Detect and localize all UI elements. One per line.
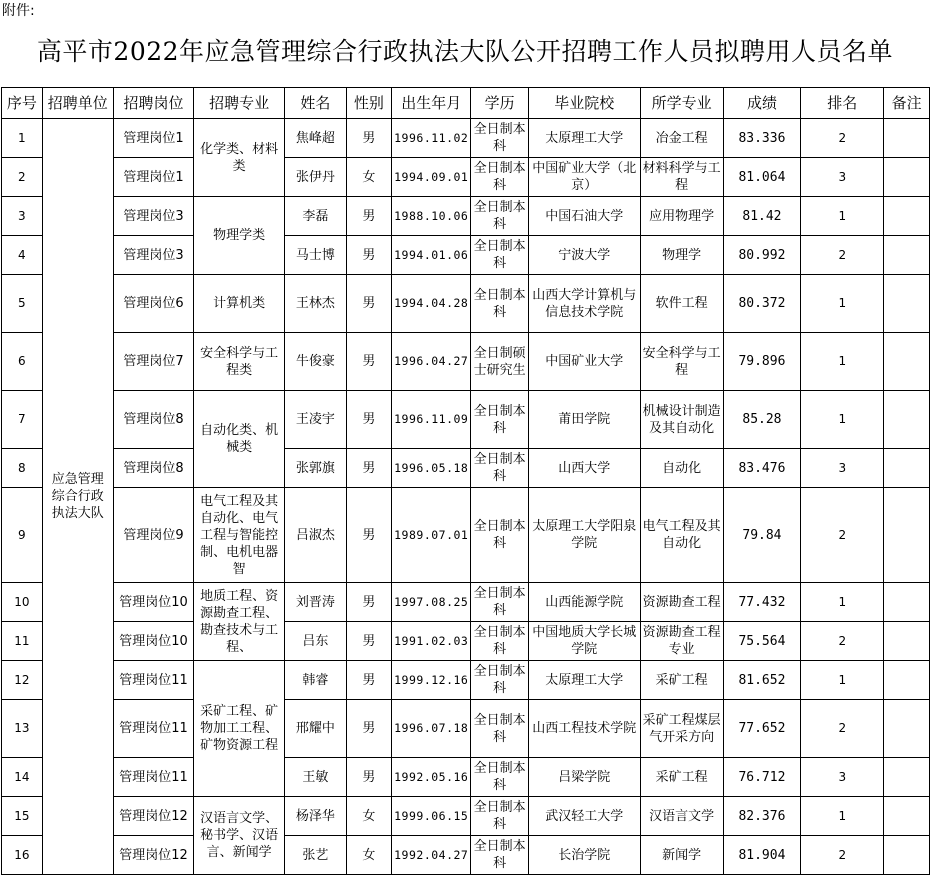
school-cell: 中国矿业大学（北京） (528, 158, 640, 197)
remark-cell (884, 158, 930, 197)
birth-date-cell: 1999.12.16 (392, 661, 471, 700)
school-cell: 中国地质大学长城学院 (528, 622, 640, 661)
score-cell: 81.904 (723, 836, 801, 875)
major-cell: 采矿工程 (640, 661, 723, 700)
rank-cell: 1 (801, 661, 884, 700)
major-cell: 新闻学 (640, 836, 723, 875)
header-cell: 序号 (2, 88, 43, 119)
score-cell: 77.652 (723, 700, 801, 758)
score-cell: 79.896 (723, 333, 801, 391)
name-cell: 李磊 (285, 197, 346, 236)
birth-date-cell: 1992.04.27 (392, 836, 471, 875)
post-cell: 管理岗位12 (113, 797, 193, 836)
birth-date-cell: 1996.04.27 (392, 333, 471, 391)
rank-cell: 3 (801, 449, 884, 488)
rank-cell: 2 (801, 119, 884, 158)
remark-cell (884, 333, 930, 391)
education-cell: 全日制本科 (471, 836, 528, 875)
table-row (2, 391, 930, 449)
birth-date-cell: 1997.08.25 (392, 583, 471, 622)
table-row (2, 622, 930, 661)
name-cell: 张艺 (285, 836, 346, 875)
gender-cell: 男 (346, 449, 392, 488)
gender-cell: 男 (346, 119, 392, 158)
remark-cell (884, 197, 930, 236)
post-cell: 管理岗位3 (113, 236, 193, 275)
birth-date-cell: 1994.01.06 (392, 236, 471, 275)
post-cell: 管理岗位12 (113, 836, 193, 875)
score-cell: 80.372 (723, 275, 801, 333)
rank-cell: 1 (801, 275, 884, 333)
score-cell: 81.42 (723, 197, 801, 236)
hiring-unit: 应急管理综合行政执法大队 (42, 119, 113, 875)
post-cell: 管理岗位11 (113, 758, 193, 797)
remark-cell (884, 797, 930, 836)
rank-cell: 1 (801, 391, 884, 449)
education-cell: 全日制硕士研究生 (471, 333, 528, 391)
major-cell: 资源勘查工程专业 (640, 622, 723, 661)
rank-cell: 3 (801, 758, 884, 797)
remark-cell (884, 275, 930, 333)
education-cell: 全日制本科 (471, 449, 528, 488)
score-cell: 79.84 (723, 488, 801, 583)
score-cell: 77.432 (723, 583, 801, 622)
row-number: 1 (2, 119, 43, 158)
score-cell: 81.064 (723, 158, 801, 197)
header-cell: 排名 (801, 88, 884, 119)
remark-cell (884, 488, 930, 583)
score-cell: 83.476 (723, 449, 801, 488)
education-cell: 全日制本科 (471, 275, 528, 333)
remark-cell (884, 661, 930, 700)
major-cell: 汉语言文学 (640, 797, 723, 836)
name-cell: 韩睿 (285, 661, 346, 700)
gender-cell: 女 (346, 836, 392, 875)
table-row (2, 661, 930, 700)
post-cell: 管理岗位11 (113, 661, 193, 700)
school-cell: 中国石油大学 (528, 197, 640, 236)
major-cell: 机械设计制造及其自动化 (640, 391, 723, 449)
major-category-cell: 安全科学与工程类 (194, 333, 285, 391)
remark-cell (884, 700, 930, 758)
rank-cell: 2 (801, 488, 884, 583)
post-cell: 管理岗位8 (113, 391, 193, 449)
major-cell: 材料科学与工程 (640, 158, 723, 197)
birth-date-cell: 1996.05.18 (392, 449, 471, 488)
school-cell: 吕梁学院 (528, 758, 640, 797)
gender-cell: 男 (346, 583, 392, 622)
remark-cell (884, 622, 930, 661)
table-row (2, 758, 930, 797)
education-cell: 全日制本科 (471, 758, 528, 797)
birth-date-cell: 1994.04.28 (392, 275, 471, 333)
row-number: 4 (2, 236, 43, 275)
gender-cell: 男 (346, 661, 392, 700)
major-category-cell: 采矿工程、矿物加工工程、矿物资源工程 (194, 661, 285, 797)
score-cell: 83.336 (723, 119, 801, 158)
post-cell: 管理岗位6 (113, 275, 193, 333)
major-cell: 安全科学与工程 (640, 333, 723, 391)
remark-cell (884, 236, 930, 275)
major-category-cell: 化学类、材料类 (194, 119, 285, 197)
education-cell: 全日制本科 (471, 158, 528, 197)
birth-date-cell: 1994.09.01 (392, 158, 471, 197)
row-number: 10 (2, 583, 43, 622)
table-row (2, 275, 930, 333)
row-number: 11 (2, 622, 43, 661)
name-cell: 焦峰超 (285, 119, 346, 158)
education-cell: 全日制本科 (471, 236, 528, 275)
post-cell: 管理岗位11 (113, 700, 193, 758)
major-cell: 自动化 (640, 449, 723, 488)
post-cell: 管理岗位10 (113, 583, 193, 622)
name-cell: 杨泽华 (285, 797, 346, 836)
school-cell: 山西工程技术学院 (528, 700, 640, 758)
name-cell: 邢耀中 (285, 700, 346, 758)
table-row (2, 236, 930, 275)
header-cell: 招聘岗位 (113, 88, 193, 119)
table-row (2, 488, 930, 583)
rank-cell: 2 (801, 622, 884, 661)
birth-date-cell: 1992.05.16 (392, 758, 471, 797)
major-cell: 应用物理学 (640, 197, 723, 236)
major-category-cell: 地质工程、资源勘查工程、勘查技术与工程、 (194, 583, 285, 661)
row-number: 5 (2, 275, 43, 333)
remark-cell (884, 119, 930, 158)
gender-cell: 男 (346, 333, 392, 391)
table-row (2, 797, 930, 836)
header-cell: 招聘单位 (42, 88, 113, 119)
rank-cell: 2 (801, 236, 884, 275)
header-cell: 成绩 (723, 88, 801, 119)
major-category-cell: 自动化类、机械类 (194, 391, 285, 488)
gender-cell: 男 (346, 622, 392, 661)
major-cell: 软件工程 (640, 275, 723, 333)
post-cell: 管理岗位1 (113, 119, 193, 158)
rank-cell: 1 (801, 333, 884, 391)
rank-cell: 1 (801, 583, 884, 622)
page-title: 高平市2022年应急管理综合行政执法大队公开招聘工作人员拟聘用人员名单 (36, 37, 894, 66)
name-cell: 马士博 (285, 236, 346, 275)
school-cell: 武汉轻工大学 (528, 797, 640, 836)
score-cell: 82.376 (723, 797, 801, 836)
major-category-cell: 计算机类 (194, 275, 285, 333)
row-number: 6 (2, 333, 43, 391)
school-cell: 太原理工大学 (528, 661, 640, 700)
header-cell: 毕业院校 (528, 88, 640, 119)
row-number: 8 (2, 449, 43, 488)
gender-cell: 男 (346, 275, 392, 333)
birth-date-cell: 1991.02.03 (392, 622, 471, 661)
table-row (2, 119, 930, 158)
table-row (2, 158, 930, 197)
gender-cell: 男 (346, 488, 392, 583)
school-cell: 莆田学院 (528, 391, 640, 449)
birth-date-cell: 1996.07.18 (392, 700, 471, 758)
school-cell: 太原理工大学 (528, 119, 640, 158)
education-cell: 全日制本科 (471, 119, 528, 158)
school-cell: 长治学院 (528, 836, 640, 875)
major-category-cell: 汉语言文学、秘书学、汉语言、新闻学 (194, 797, 285, 875)
score-cell: 80.992 (723, 236, 801, 275)
gender-cell: 女 (346, 797, 392, 836)
row-number: 3 (2, 197, 43, 236)
major-category-cell: 电气工程及其自动化、电气工程与智能控制、电机电器智 (194, 488, 285, 583)
table-row (2, 197, 930, 236)
major-cell: 电气工程及其自动化 (640, 488, 723, 583)
header-cell: 招聘专业 (194, 88, 285, 119)
major-cell: 采矿工程 (640, 758, 723, 797)
post-cell: 管理岗位8 (113, 449, 193, 488)
remark-cell (884, 836, 930, 875)
name-cell: 王林杰 (285, 275, 346, 333)
row-number: 13 (2, 700, 43, 758)
school-cell: 山西能源学院 (528, 583, 640, 622)
education-cell: 全日制本科 (471, 700, 528, 758)
birth-date-cell: 1996.11.09 (392, 391, 471, 449)
education-cell: 全日制本科 (471, 488, 528, 583)
birth-date-cell: 1996.11.02 (392, 119, 471, 158)
row-number: 15 (2, 797, 43, 836)
header-cell: 出生年月 (392, 88, 471, 119)
attachment-label: 附件: (2, 3, 35, 19)
score-cell: 75.564 (723, 622, 801, 661)
education-cell: 全日制本科 (471, 391, 528, 449)
remark-cell (884, 758, 930, 797)
rank-cell: 2 (801, 836, 884, 875)
row-number: 12 (2, 661, 43, 700)
education-cell: 全日制本科 (471, 661, 528, 700)
remark-cell (884, 391, 930, 449)
row-number: 2 (2, 158, 43, 197)
name-cell: 刘晋涛 (285, 583, 346, 622)
rank-cell: 1 (801, 197, 884, 236)
school-cell: 山西大学计算机与信息技术学院 (528, 275, 640, 333)
table-row (2, 700, 930, 758)
header-row (2, 88, 930, 119)
school-cell: 山西大学 (528, 449, 640, 488)
school-cell: 太原理工大学阳泉学院 (528, 488, 640, 583)
post-cell: 管理岗位9 (113, 488, 193, 583)
education-cell: 全日制本科 (471, 797, 528, 836)
row-number: 16 (2, 836, 43, 875)
post-cell: 管理岗位7 (113, 333, 193, 391)
name-cell: 牛俊豪 (285, 333, 346, 391)
score-cell: 76.712 (723, 758, 801, 797)
name-cell: 王凌宇 (285, 391, 346, 449)
table-row (2, 333, 930, 391)
row-number: 9 (2, 488, 43, 583)
remark-cell (884, 583, 930, 622)
gender-cell: 女 (346, 158, 392, 197)
birth-date-cell: 1999.06.15 (392, 797, 471, 836)
gender-cell: 男 (346, 391, 392, 449)
major-cell: 物理学 (640, 236, 723, 275)
row-number: 7 (2, 391, 43, 449)
school-cell: 宁波大学 (528, 236, 640, 275)
school-cell: 中国矿业大学 (528, 333, 640, 391)
major-cell: 资源勘查工程 (640, 583, 723, 622)
education-cell: 全日制本科 (471, 622, 528, 661)
post-cell: 管理岗位10 (113, 622, 193, 661)
score-cell: 85.28 (723, 391, 801, 449)
table-row (2, 836, 930, 875)
education-cell: 全日制本科 (471, 583, 528, 622)
header-cell: 所学专业 (640, 88, 723, 119)
table-row (2, 583, 930, 622)
post-cell: 管理岗位1 (113, 158, 193, 197)
remark-cell (884, 449, 930, 488)
rank-cell: 1 (801, 797, 884, 836)
gender-cell: 男 (346, 700, 392, 758)
birth-date-cell: 1989.07.01 (392, 488, 471, 583)
score-cell: 81.652 (723, 661, 801, 700)
gender-cell: 男 (346, 197, 392, 236)
rank-cell: 2 (801, 700, 884, 758)
header-cell: 备注 (884, 88, 930, 119)
major-category-cell: 物理学类 (194, 197, 285, 275)
table-row (2, 449, 930, 488)
header-cell: 学历 (471, 88, 528, 119)
post-cell: 管理岗位3 (113, 197, 193, 236)
header-cell: 性别 (346, 88, 392, 119)
name-cell: 张伊丹 (285, 158, 346, 197)
birth-date-cell: 1988.10.06 (392, 197, 471, 236)
hiring-table (1, 87, 930, 875)
name-cell: 王敏 (285, 758, 346, 797)
rank-cell: 3 (801, 158, 884, 197)
name-cell: 张郭旗 (285, 449, 346, 488)
row-number: 14 (2, 758, 43, 797)
name-cell: 吕淑杰 (285, 488, 346, 583)
education-cell: 全日制本科 (471, 197, 528, 236)
gender-cell: 男 (346, 758, 392, 797)
gender-cell: 男 (346, 236, 392, 275)
name-cell: 吕东 (285, 622, 346, 661)
major-cell: 冶金工程 (640, 119, 723, 158)
major-cell: 采矿工程煤层气开采方向 (640, 700, 723, 758)
header-cell: 姓名 (285, 88, 346, 119)
